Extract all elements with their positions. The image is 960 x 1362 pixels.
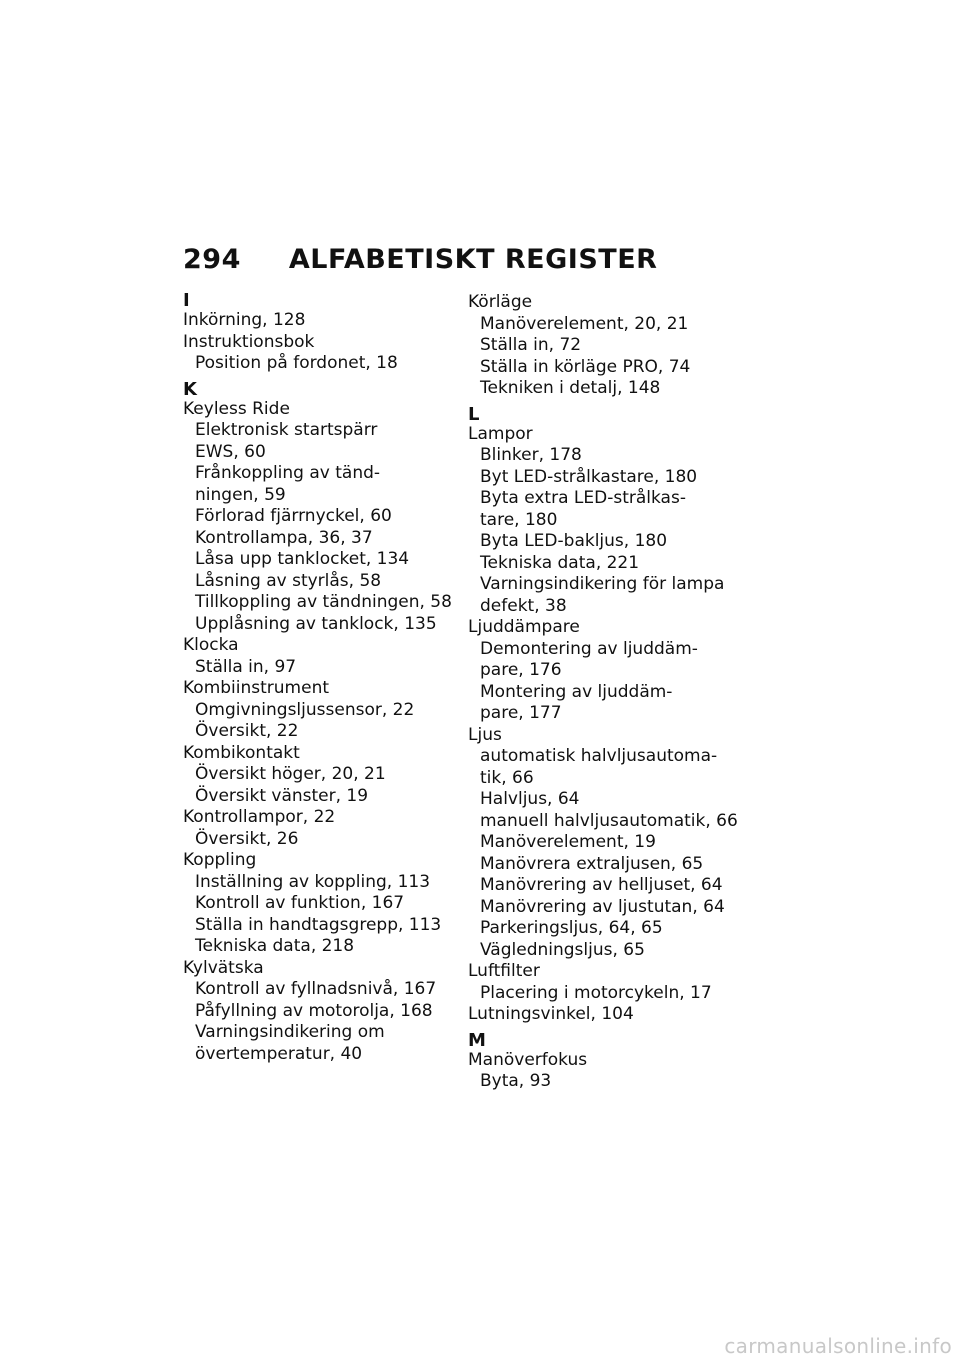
index-entry	[183, 635, 463, 678]
index-entry-sub: Manöverelement, 19	[480, 832, 656, 852]
index-entry	[183, 332, 463, 375]
index-entry	[468, 292, 748, 400]
index-entry-sub: Montering av ljuddäm-	[480, 681, 673, 702]
index-entry-sub: Tekniska data, 221	[480, 552, 640, 573]
page-title: ALFABETISKT REGISTER	[288, 244, 658, 275]
index-entry-sub: pare, 176	[480, 660, 562, 680]
index-entry-main: Klocka	[183, 635, 239, 655]
index-entry-sub: Manöverelement, 20, 21	[480, 313, 689, 334]
index-entry-sub: Byt LED-strålkastare, 180	[480, 466, 698, 487]
index-entry-sub: Manövrering av helljuset, 64	[480, 875, 723, 895]
index-entry-main: Keyless Ride	[183, 398, 290, 419]
index-entry-sub: övertemperatur, 40	[195, 1043, 363, 1064]
index-entry	[468, 424, 748, 618]
index-entry-main: Lampor	[468, 423, 533, 444]
index-entry-sub: Ställa in, 97	[195, 656, 297, 677]
index-entry-sub: tik, 66	[480, 767, 534, 788]
index-entry-sub: Parkeringsljus, 64, 65	[480, 918, 663, 938]
index-entry-sub: Tillkoppling av tändningen, 58	[195, 592, 452, 612]
page-number: 294	[183, 244, 241, 275]
index-entry-sub: Kontroll av fyllnadsnivå, 167	[195, 979, 437, 999]
index-entry-sub: Översikt, 22	[195, 721, 299, 741]
index-entry-sub: defekt, 38	[480, 595, 567, 616]
index-entry-sub: Placering i motorcykeln, 17	[480, 982, 712, 1003]
index-entry	[183, 399, 463, 636]
index-entry	[183, 958, 463, 1066]
index-entry-sub: Inställning av koppling, 113	[195, 871, 431, 892]
index-entry	[468, 1050, 748, 1093]
index-entry-sub: Översikt höger, 20, 21	[195, 764, 386, 784]
index-entry-sub: Tekniska data, 218	[195, 936, 355, 956]
index-entry-sub: Ställa in handtagsgrepp, 113	[195, 914, 442, 935]
index-entry	[183, 310, 463, 332]
watermark-text: carmanualsonline.info	[724, 1334, 952, 1358]
index-letter: M	[468, 1029, 486, 1051]
index-entry-main: Kombiinstrument	[183, 678, 330, 698]
index-entry-sub: Position på fordonet, 18	[195, 353, 398, 373]
index-entry-sub: Omgivningsljussensor, 22	[195, 699, 415, 720]
index-entry-sub: Byta extra LED-strålkas-	[480, 488, 686, 508]
index-entry-main: Instruktionsbok	[183, 331, 315, 352]
index-entry-sub: EWS, 60	[195, 441, 266, 462]
index-entry-main: Kylvätska	[183, 957, 264, 978]
index-entry	[468, 617, 748, 725]
index-letter: L	[468, 403, 480, 425]
index-entry	[468, 725, 748, 962]
index-entry	[183, 678, 463, 743]
index-entry-sub: Förlorad fjärrnyckel, 60	[195, 506, 392, 526]
index-entry-main: Koppling	[183, 850, 257, 870]
index-entry	[183, 850, 463, 958]
index-entry-sub: Manövrering av ljustutan, 64	[480, 896, 725, 917]
index-entry-main: Inkörning, 128	[183, 310, 306, 330]
index-entry-sub: Översikt, 26	[195, 828, 299, 849]
index-entry-sub: ningen, 59	[195, 484, 286, 505]
index-entry	[468, 961, 748, 1004]
index-letter: I	[183, 290, 190, 311]
index-entry-sub: Låsa upp tanklocket, 134	[195, 549, 410, 569]
index-entry-sub: Frånkoppling av tänd-	[195, 463, 381, 483]
index-entry-sub: Elektronisk startspärr	[195, 420, 378, 440]
index-entry-sub: Byta, 93	[480, 1071, 552, 1091]
index-entry-main: Ljuddämpare	[468, 617, 580, 637]
index-entry-sub: pare, 177	[480, 703, 562, 723]
index-entry-sub: Varningsindikering om	[195, 1022, 385, 1042]
index-entry-sub: Demontering av ljuddäm-	[480, 638, 698, 659]
index-column-left	[183, 292, 463, 1065]
index-letter: K	[183, 378, 197, 400]
index-entry-sub: Påfyllning av motorolja, 168	[195, 1000, 433, 1021]
index-entry-sub: Kontroll av funktion, 167	[195, 893, 405, 913]
index-entry-sub: Varningsindikering för lampa	[480, 574, 725, 594]
index-entry-sub: Blinker, 178	[480, 445, 582, 465]
index-entry-main: Lutningsvinkel, 104	[468, 1004, 634, 1024]
index-column-right	[468, 292, 748, 1093]
index-entry	[183, 743, 463, 808]
index-entry-sub: tare, 180	[480, 509, 558, 530]
index-entry-sub: automatisk halvljusautoma-	[480, 746, 718, 766]
index-entry	[468, 1004, 748, 1026]
index-entry-main: Kombikontakt	[183, 742, 300, 763]
index-entry-sub: Ställa in, 72	[480, 335, 582, 355]
index-entry-sub: Ställa in körläge PRO, 74	[480, 356, 691, 377]
index-entry-main: Luftfilter	[468, 961, 540, 981]
index-entry-sub: Kontrollampa, 36, 37	[195, 527, 373, 548]
index-entry	[183, 807, 463, 850]
index-entry-sub: Byta LED-bakljus, 180	[480, 531, 668, 551]
index-entry-sub: Manövrera extraljusen, 65	[480, 853, 704, 874]
index-entry-sub: Upplåsning av tanklock, 135	[195, 613, 437, 634]
index-entry-sub: Vägledningsljus, 65	[480, 939, 645, 960]
index-entry-main: Ljus	[468, 724, 502, 745]
index-entry-sub: Tekniken i detalj, 148	[480, 378, 661, 398]
index-entry-sub: Låsning av styrlås, 58	[195, 570, 382, 591]
index-entry-main: Körläge	[468, 292, 533, 312]
index-entry-sub: manuell halvljusautomatik, 66	[480, 810, 738, 831]
index-entry-main: Manöverfokus	[468, 1049, 588, 1070]
index-entry-sub: Halvljus, 64	[480, 789, 580, 809]
index-entry-sub: Översikt vänster, 19	[195, 785, 369, 806]
page-header	[183, 243, 657, 277]
index-entry-main: Kontrollampor, 22	[183, 807, 336, 827]
